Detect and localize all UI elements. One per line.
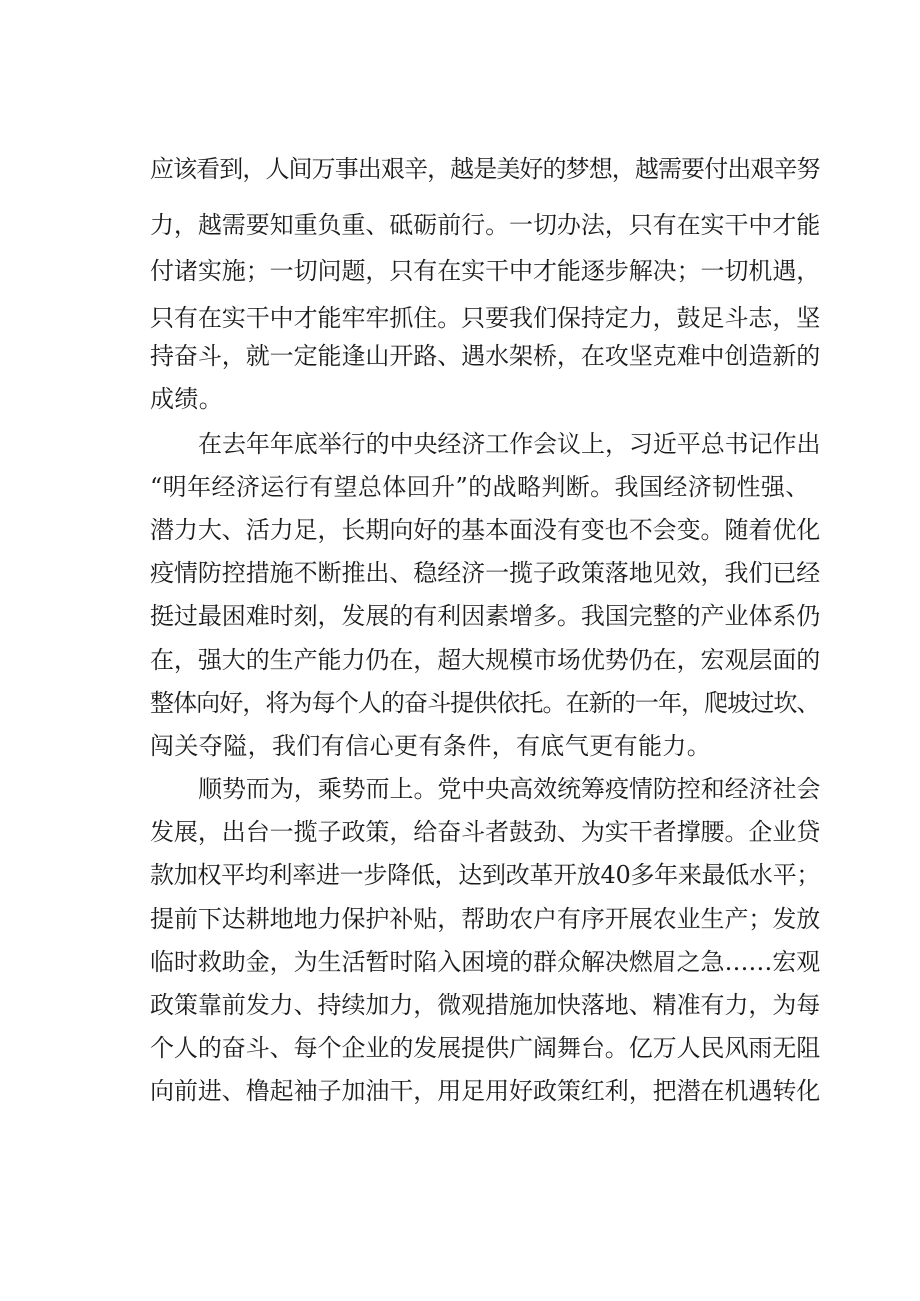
paragraph-2-line-1: 在去年年底举行的中央经济工作会议上，习近平总书记作出 — [198, 430, 821, 458]
paragraph-2-line-8: 闯关夺隘，我们有信心更有条件，有底气更有能力。 — [150, 732, 712, 760]
paragraph-3-line-7: 个人的奋斗、每个企业的发展提供广阔舞台。亿万人民风雨无阻 — [150, 1034, 821, 1062]
paragraph-3-line-6: 政策靠前发力、持续加力，微观措施加快落地、精准有力，为每 — [150, 991, 821, 1019]
paragraph-1-line-5: 持奋斗，就一定能逢山开路、遇水架桥，在攻坚克难中创造新的 — [150, 342, 821, 370]
paragraph-1-line-2: 力，越需要知重负重、砥砺前行。一切办法，只有在实干中才能 — [150, 211, 821, 239]
paragraph-2-line-3: 潜力大、活力足，长期向好的基本面没有变也不会变。随着优化 — [150, 516, 821, 544]
paragraph-3-line-3: 款加权平均利率进一步降低，达到改革开放40多年来最低水平； — [150, 861, 821, 889]
paragraph-1-line-1: 应该看到，人间万事出艰辛，越是美好的梦想，越需要付出艰辛努 — [150, 155, 820, 183]
paragraph-2-line-7: 整体向好，将为每个人的奋斗提供依托。在新的一年，爬坡过坎、 — [150, 689, 820, 717]
paragraph-1-line-6: 成绩。 — [150, 385, 224, 413]
paragraph-2-line-5: 挺过最困难时刻，发展的有利因素增多。我国完整的产业体系仍 — [150, 602, 821, 630]
paragraph-3-line-2: 发展，出台一揽子政策，给奋斗者鼓劲、为实干者撑腰。企业贷 — [150, 818, 821, 846]
paragraph-2-line-6: 在，强大的生产能力仍在，超大规模市场优势仍在，宏观层面的 — [150, 646, 821, 674]
paragraph-3-line-1: 顺势而为，乘势而上。党中央高效统筹疫情防控和经济社会 — [198, 775, 821, 803]
paragraph-2-line-4: 疫情防控措施不断推出、稳经济一揽子政策落地见效，我们已经 — [150, 559, 821, 587]
paragraph-3-line-4: 提前下达耕地地力保护补贴，帮助农户有序开展农业生产；发放 — [150, 905, 821, 933]
paragraph-3-line-8: 向前进、橹起袖子加油干，用足用好政策红利，把潜在机遇转化 — [150, 1077, 821, 1105]
paragraph-1-line-4: 只有在实干中才能牢牢抓住。只要我们保持定力，鼓足斗志，坚 — [150, 304, 821, 332]
paragraph-3-line-5: 临时救助金，为生活暂时陷入困境的群众解决燃眉之急……宏观 — [150, 948, 821, 976]
paragraph-2-line-2: “明年经济运行有望总体回升”的战略判断。我国经济韧性强、 — [150, 473, 810, 501]
paragraph-1-line-3: 付诸实施；一切问题，只有在实干中才能逐步解决；一切机遇， — [150, 257, 821, 285]
